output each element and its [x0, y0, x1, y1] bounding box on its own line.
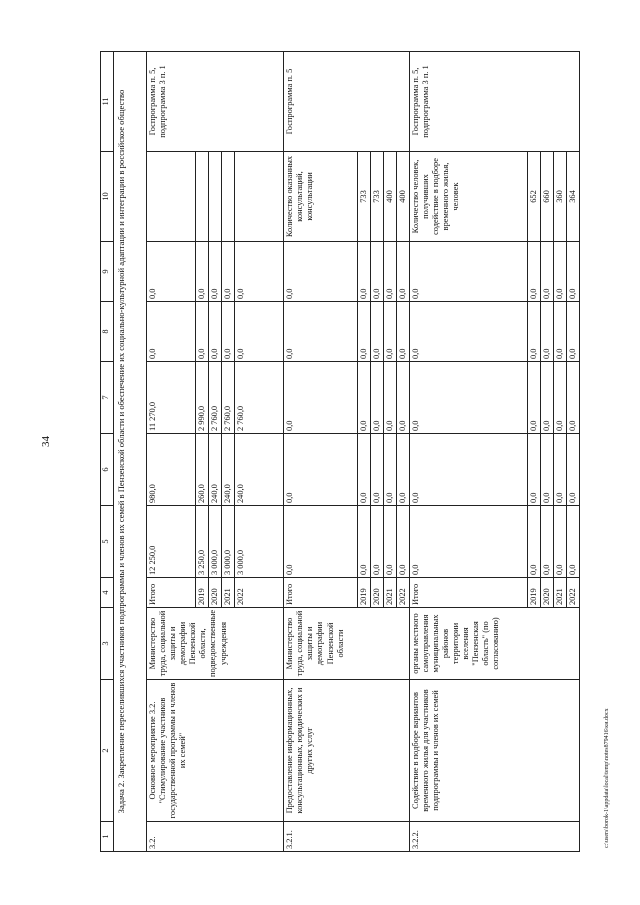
- value-cell: 0,0: [383, 242, 396, 302]
- value-cell: 0,0: [235, 302, 284, 362]
- year-cell: Итого: [409, 578, 527, 608]
- indicator-name: Количество оказанных консультаций, консультации: [284, 152, 357, 242]
- program-ref: Госпрограмма п. 5: [284, 52, 410, 152]
- value-cell: 0,0: [553, 302, 566, 362]
- value-cell: 0,0: [357, 434, 370, 506]
- value-cell: 0,0: [357, 302, 370, 362]
- value-cell: 0,0: [357, 362, 370, 434]
- value-cell: 0,0: [540, 302, 553, 362]
- year-cell: 2022: [566, 578, 579, 608]
- indicator-cell: 400: [396, 152, 409, 242]
- year-cell: Итого: [284, 578, 357, 608]
- value-cell: 0,0: [370, 242, 383, 302]
- indicator-cell: [209, 152, 222, 242]
- value-cell: 3 250,0: [195, 506, 208, 578]
- table-row: [409, 52, 527, 852]
- value-cell: 0,0: [527, 242, 540, 302]
- col-number: 3: [101, 608, 114, 680]
- row-number: 3.2.1.: [284, 822, 410, 852]
- measure-name: Содействие в подборе вариантов временного жилья для участников подпрограммы и членов их семей: [409, 680, 579, 822]
- col-number: 6: [101, 434, 114, 506]
- value-cell: 0,0: [396, 362, 409, 434]
- value-cell: 0,0: [540, 362, 553, 434]
- value-cell: 0,0: [396, 434, 409, 506]
- value-cell: 0,0: [409, 302, 527, 362]
- year-cell: 2019: [195, 578, 208, 608]
- table-row: [284, 52, 357, 852]
- indicator-cell: 400: [383, 152, 396, 242]
- page-number: 34: [40, 436, 52, 447]
- year-cell: 2019: [527, 578, 540, 608]
- value-cell: 0,0: [553, 242, 566, 302]
- value-cell: 0,0: [540, 506, 553, 578]
- value-cell: 12 250,0: [147, 506, 196, 578]
- measure-name: Предоставление информационных, консультационных, юридических и других услуг: [284, 680, 410, 822]
- rotated-table-container: [100, 52, 580, 852]
- col-number: 5: [101, 506, 114, 578]
- value-cell: 0,0: [284, 302, 357, 362]
- value-cell: 0,0: [383, 434, 396, 506]
- indicator-cell: 652: [527, 152, 540, 242]
- value-cell: 2 760,0: [209, 362, 222, 434]
- value-cell: 0,0: [409, 434, 527, 506]
- value-cell: 0,0: [409, 242, 527, 302]
- program-ref: Госпрограмма п. 5, подпрограмма 3 п. 1: [409, 52, 579, 152]
- col-number: 7: [101, 362, 114, 434]
- footer-file-path: c:\users\borok-1\appdata\local\temp\notes879416\ки.docx: [604, 708, 610, 848]
- value-cell: 0,0: [357, 506, 370, 578]
- year-cell: 2020: [209, 578, 222, 608]
- col-number: 1: [101, 822, 114, 852]
- value-cell: 0,0: [284, 362, 357, 434]
- value-cell: 3 000,0: [209, 506, 222, 578]
- value-cell: 240,0: [222, 434, 235, 506]
- value-cell: 0,0: [370, 506, 383, 578]
- indicator-cell: [147, 152, 196, 242]
- executor: органы местного самоуправления муниципальных районов территории вселения "Пензенская область" (по согласованию): [409, 608, 579, 680]
- value-cell: 0,0: [383, 362, 396, 434]
- value-cell: 0,0: [383, 506, 396, 578]
- value-cell: 0,0: [553, 362, 566, 434]
- value-cell: 0,0: [235, 242, 284, 302]
- value-cell: 0,0: [540, 434, 553, 506]
- value-cell: 2 760,0: [222, 362, 235, 434]
- executor: Министерство труда, социальной защиты и демографии Пензенской области: [284, 608, 410, 680]
- indicator-cell: [195, 152, 208, 242]
- value-cell: 0,0: [209, 242, 222, 302]
- year-cell: Итого: [147, 578, 196, 608]
- value-cell: 0,0: [370, 434, 383, 506]
- value-cell: 240,0: [209, 434, 222, 506]
- row-number: 3.2.: [147, 822, 284, 852]
- indicator-cell: 364: [566, 152, 579, 242]
- value-cell: 0,0: [284, 242, 357, 302]
- year-cell: 2019: [357, 578, 370, 608]
- indicator-cell: 360: [553, 152, 566, 242]
- value-cell: 0,0: [527, 362, 540, 434]
- executor: Министерство труда, социальной защиты и демографии Пензенской области, подведомственные учреждения: [147, 608, 284, 680]
- value-cell: 0,0: [383, 302, 396, 362]
- indicator-cell: [222, 152, 235, 242]
- value-cell: 0,0: [370, 362, 383, 434]
- value-cell: 0,0: [566, 434, 579, 506]
- indicator-cell: 733: [357, 152, 370, 242]
- value-cell: 0,0: [147, 302, 196, 362]
- value-cell: 0,0: [284, 506, 357, 578]
- value-cell: 2 990,0: [195, 362, 208, 434]
- value-cell: 980,0: [147, 434, 196, 506]
- measure-name: Основное мероприятие 3.2. "Стимулирование участников государственной программы и членов их семей": [147, 680, 284, 822]
- col-number: 11: [101, 52, 114, 152]
- program-ref: Госпрограмма п. 5, подпрограмма 3 п. 1: [147, 52, 284, 152]
- value-cell: 3 000,0: [235, 506, 284, 578]
- value-cell: 0,0: [396, 302, 409, 362]
- table-row: [147, 52, 196, 852]
- value-cell: 0,0: [409, 362, 527, 434]
- value-cell: 0,0: [566, 506, 579, 578]
- indicator-cell: [235, 152, 284, 242]
- value-cell: 0,0: [396, 506, 409, 578]
- value-cell: 240,0: [235, 434, 284, 506]
- year-cell: 2021: [553, 578, 566, 608]
- value-cell: 0,0: [566, 242, 579, 302]
- row-number: 3.2.2.: [409, 822, 579, 852]
- task-title: Задача 2. Закрепление переселившихся участников подпрограммы и членов их семей в Пензенской области и обеспечение их социально-культурной адаптации и интеграции в российское общество: [114, 52, 147, 852]
- value-cell: 0,0: [566, 362, 579, 434]
- year-cell: 2020: [370, 578, 383, 608]
- col-number: 9: [101, 242, 114, 302]
- value-cell: 0,0: [553, 506, 566, 578]
- value-cell: 0,0: [147, 242, 196, 302]
- col-number: 2: [101, 680, 114, 822]
- indicator-cell: 733: [370, 152, 383, 242]
- col-number: 10: [101, 152, 114, 242]
- value-cell: 0,0: [357, 242, 370, 302]
- value-cell: 3 000,0: [222, 506, 235, 578]
- col-number: 8: [101, 302, 114, 362]
- value-cell: 0,0: [540, 242, 553, 302]
- value-cell: 260,0: [195, 434, 208, 506]
- indicator-name: Количество человек, получивших содействие в подборе временного жилья, человек: [409, 152, 527, 242]
- value-cell: 0,0: [222, 302, 235, 362]
- value-cell: 0,0: [195, 242, 208, 302]
- value-cell: 11 270,0: [147, 362, 196, 434]
- indicator-cell: 660: [540, 152, 553, 242]
- column-number-row: [101, 52, 114, 852]
- year-cell: 2021: [222, 578, 235, 608]
- value-cell: 0,0: [195, 302, 208, 362]
- value-cell: 0,0: [527, 506, 540, 578]
- value-cell: 0,0: [409, 506, 527, 578]
- value-cell: 0,0: [396, 242, 409, 302]
- value-cell: 0,0: [527, 302, 540, 362]
- value-cell: 0,0: [284, 434, 357, 506]
- value-cell: 2 760,0: [235, 362, 284, 434]
- value-cell: 0,0: [553, 434, 566, 506]
- value-cell: 0,0: [566, 302, 579, 362]
- year-cell: 2020: [540, 578, 553, 608]
- value-cell: 0,0: [370, 302, 383, 362]
- value-cell: 0,0: [527, 434, 540, 506]
- program-table: [100, 51, 580, 852]
- value-cell: 0,0: [222, 242, 235, 302]
- task-title-row: [114, 52, 147, 852]
- col-number: 4: [101, 578, 114, 608]
- year-cell: 2021: [383, 578, 396, 608]
- value-cell: 0,0: [209, 302, 222, 362]
- year-cell: 2022: [396, 578, 409, 608]
- year-cell: 2022: [235, 578, 284, 608]
